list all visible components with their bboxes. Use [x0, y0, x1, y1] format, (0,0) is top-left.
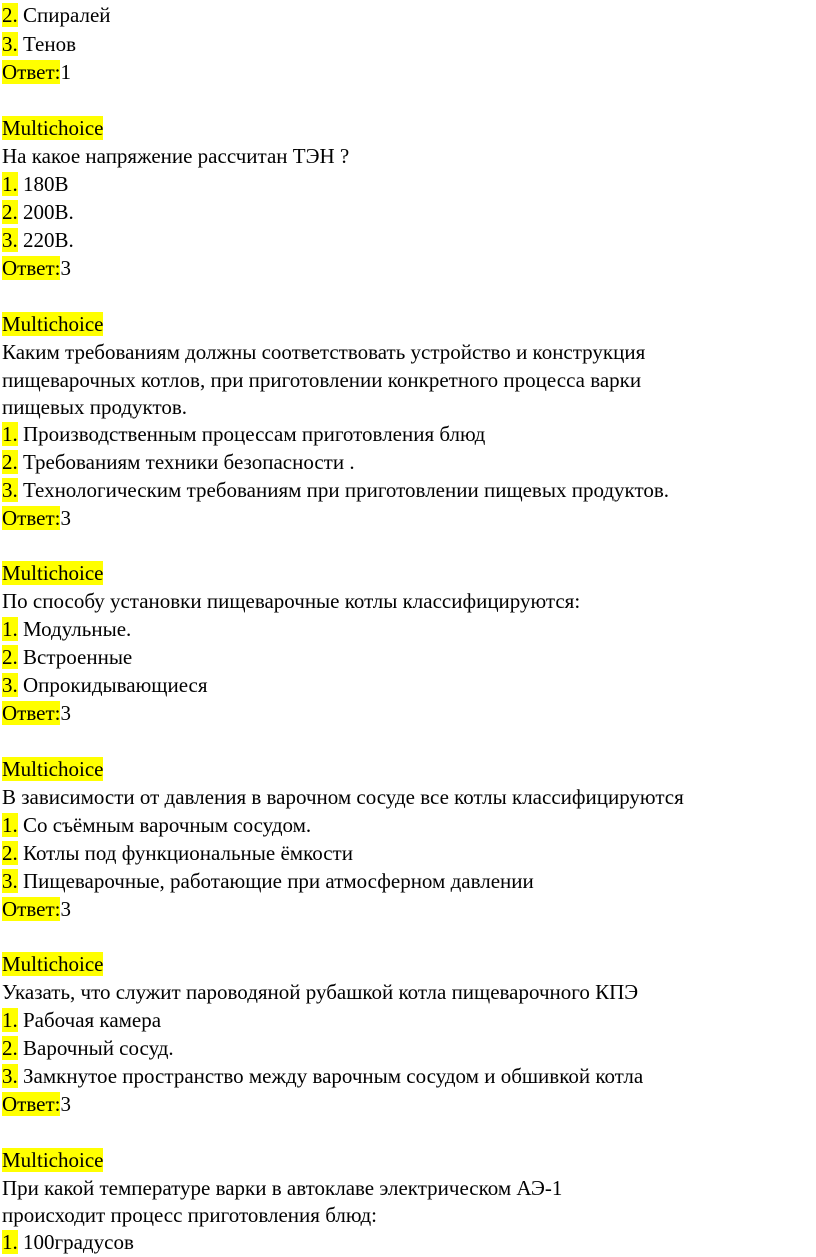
option-number: 3.: [2, 673, 18, 697]
question-type-label: Multichoice: [2, 1148, 104, 1172]
option-number: 1.: [2, 422, 18, 446]
answer-value: 3: [60, 506, 71, 530]
option-line: [2, 198, 74, 226]
option-number: 3.: [2, 1064, 18, 1088]
answer-label: Ответ:: [2, 506, 61, 530]
option-number: 1.: [2, 813, 18, 837]
option-number: 2.: [2, 1036, 18, 1060]
option-text: Пищеварочные, работающие при атмосферном давлении: [17, 869, 534, 893]
question-type-label: Multichoice: [2, 952, 104, 976]
option-number: 2.: [2, 645, 18, 669]
option-text: 220В.: [17, 228, 74, 252]
option-number: 3.: [2, 228, 18, 252]
option-number: 1.: [2, 1008, 18, 1032]
question-type-label: Multichoice: [2, 757, 104, 781]
answer-value: 3: [60, 1092, 71, 1116]
answer-line: [2, 895, 71, 923]
option-text: Котлы под функциональные ёмкости: [17, 841, 353, 865]
option-text: 200В.: [17, 200, 74, 224]
answer-label: Ответ:: [2, 256, 61, 280]
option-number: 2.: [2, 450, 18, 474]
question-text: При какой температуре варки в автоклаве электрическом АЭ-1: [2, 1176, 563, 1200]
answer-label: Ответ:: [2, 60, 61, 84]
question-text: На какое напряжение рассчитан ТЭН ?: [2, 144, 350, 168]
option-line: [2, 1034, 174, 1062]
option-line: [2, 615, 131, 643]
option-text: Производственным процессам приготовления блюд: [17, 422, 486, 446]
option-line: [2, 643, 132, 671]
option-number: 1.: [2, 617, 18, 641]
answer-line: [2, 254, 71, 282]
answer-value: 1: [60, 60, 71, 84]
option-number: 3.: [2, 869, 18, 893]
option-text: Требованиям техники безопасности .: [17, 450, 355, 474]
question-type-label: Multichoice: [2, 312, 104, 336]
answer-line: [2, 699, 71, 727]
option-number: 1.: [2, 172, 18, 196]
question-text: Каким требованиям должны соответствовать устройство и конструкция: [2, 340, 646, 364]
question-text: В зависимости от давления в варочном сосуде все котлы классифицируются: [2, 785, 684, 809]
question-text: По способу установки пищеварочные котлы классифицируются:: [2, 589, 581, 613]
option-line: [2, 30, 76, 58]
option-line: [2, 1062, 643, 1090]
option-line: [2, 1228, 134, 1256]
answer-value: 3: [60, 256, 71, 280]
answer-label: Ответ:: [2, 701, 61, 725]
option-line: [2, 226, 74, 254]
option-text: Со съёмным варочным сосудом.: [17, 813, 312, 837]
answer-line: [2, 1090, 71, 1118]
answer-label: Ответ:: [2, 897, 61, 921]
question-text: пищеварочных котлов, при приготовлении конкретного процесса варки: [2, 368, 642, 392]
option-number: 2.: [2, 200, 18, 224]
option-text: Технологическим требованиям при приготовлении пищевых продуктов.: [17, 478, 670, 502]
option-line: [2, 448, 355, 476]
option-text: Модульные.: [17, 617, 132, 641]
option-line: [2, 420, 485, 448]
question-type-label: Multichoice: [2, 561, 104, 585]
option-number: 2.: [2, 3, 18, 27]
option-text: Варочный сосуд.: [17, 1036, 174, 1060]
answer-value: 3: [60, 897, 71, 921]
option-text: Замкнутое пространство между варочным сосудом и обшивкой котла: [17, 1064, 644, 1088]
answer-line: [2, 504, 71, 532]
option-line: [2, 1, 111, 29]
option-line: [2, 476, 669, 504]
answer-value: 3: [60, 701, 71, 725]
option-text: Тенов: [17, 32, 77, 56]
question-text: пищевых продуктов.: [2, 395, 188, 419]
option-line: [2, 1006, 161, 1034]
option-text: Встроенные: [17, 645, 133, 669]
answer-line: [2, 58, 71, 86]
option-text: Опрокидывающиеся: [17, 673, 208, 697]
option-number: 3.: [2, 478, 18, 502]
answer-label: Ответ:: [2, 1092, 61, 1116]
question-type-label: Multichoice: [2, 116, 104, 140]
option-text: 100градусов: [17, 1230, 134, 1254]
question-text: Указать, что служит пароводяной рубашкой котла пищеварочного КПЭ: [2, 980, 639, 1004]
option-line: [2, 811, 311, 839]
option-line: [2, 671, 208, 699]
option-number: 1.: [2, 1230, 18, 1254]
option-number: 2.: [2, 841, 18, 865]
option-line: [2, 867, 534, 895]
option-text: Рабочая камера: [17, 1008, 162, 1032]
option-number: 3.: [2, 32, 18, 56]
option-line: [2, 839, 353, 867]
option-text: 180В: [17, 172, 69, 196]
option-text: Спиралей: [17, 3, 111, 27]
question-text: происходит процесс приготовления блюд:: [2, 1203, 377, 1227]
option-line: [2, 170, 69, 198]
